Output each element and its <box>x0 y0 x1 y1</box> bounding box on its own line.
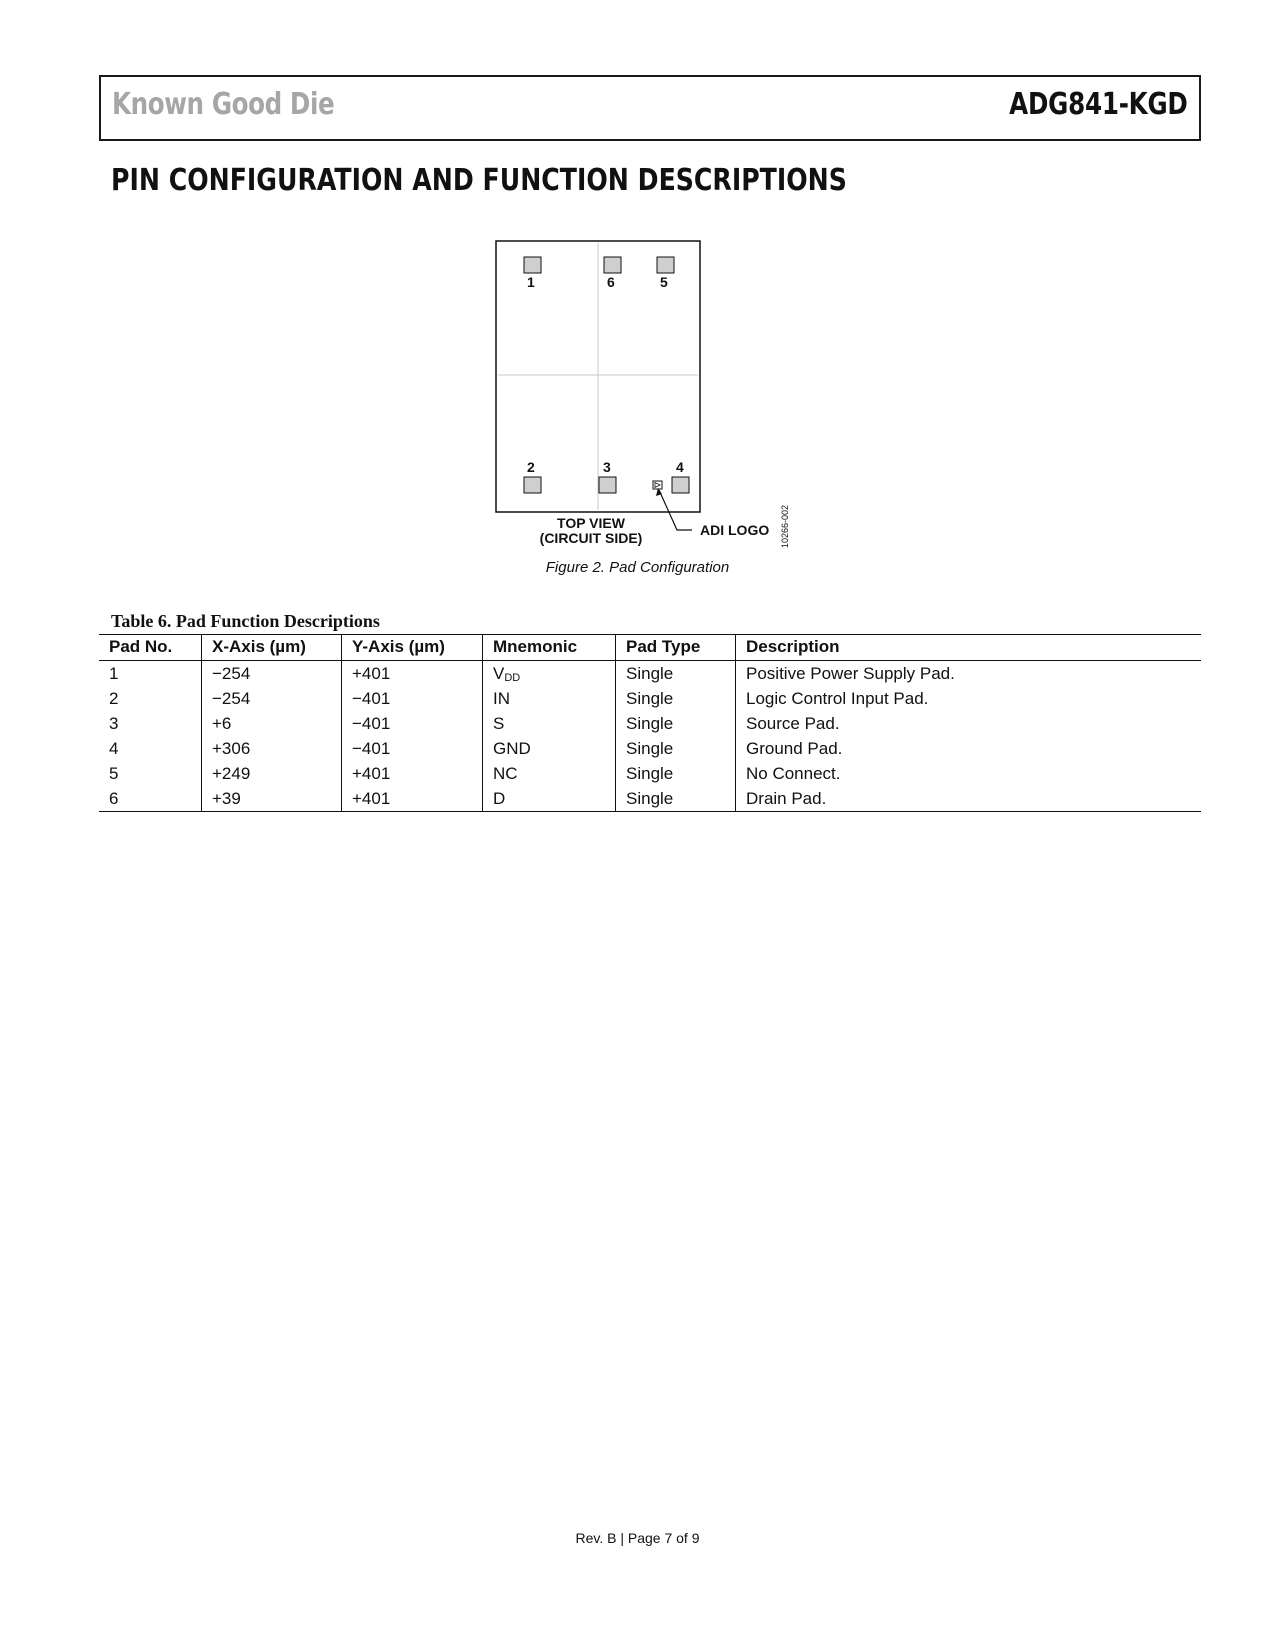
table-row <box>99 761 1201 786</box>
col-header-pad-type: Pad Type <box>616 635 736 661</box>
cell-type: Single <box>616 711 736 736</box>
pad-3 <box>599 477 616 493</box>
header-part-number: ADG841-KGD <box>1009 87 1188 122</box>
cell-mnemonic: D <box>483 786 616 812</box>
col-header-description: Description <box>736 635 1202 661</box>
table-row <box>99 661 1201 687</box>
pad-label-2: 2 <box>527 459 535 475</box>
top-view-label <box>536 516 646 546</box>
cell-description: Source Pad. <box>736 711 1202 736</box>
cell-description: Drain Pad. <box>736 786 1202 812</box>
cell-y: −401 <box>342 686 483 711</box>
pad-6 <box>604 257 621 273</box>
cell-type: Single <box>616 761 736 786</box>
cell-x: +249 <box>202 761 342 786</box>
cell-pad: 2 <box>109 688 119 708</box>
pad-1 <box>524 257 541 273</box>
table-row <box>99 686 1201 711</box>
top-view-line1: TOP VIEW <box>557 515 625 531</box>
cell-type: Single <box>616 661 736 687</box>
table-header-row <box>99 635 1201 661</box>
cell-pad: 4 <box>109 738 119 758</box>
cell-x: +306 <box>202 736 342 761</box>
pad-label-5: 5 <box>660 274 668 290</box>
cell-y: +401 <box>342 661 483 687</box>
cell-pad: 1 <box>109 663 119 683</box>
cell-y: +401 <box>342 761 483 786</box>
cell-pad: 3 <box>109 713 119 733</box>
cell-pad: 6 <box>99 786 202 812</box>
col-header-pad-no: Pad No. <box>99 635 202 661</box>
col-header-y-axis: Y-Axis (µm) <box>342 635 483 661</box>
cell-mnemonic: IN <box>483 686 616 711</box>
cell-type: Single <box>616 736 736 761</box>
cell-mnemonic: NC <box>483 761 616 786</box>
table-row <box>99 786 1201 812</box>
cell-x: +6 <box>202 711 342 736</box>
page-footer <box>0 1530 1275 1546</box>
header-doc-type: Known Good Die <box>112 87 335 122</box>
col-header-x-axis: X-Axis (µm) <box>202 635 342 661</box>
cell-x: −254 <box>202 661 342 687</box>
mnemonic-subscript: DD <box>504 671 521 684</box>
pad-function-table <box>99 634 1201 812</box>
cell-mnemonic: S <box>483 711 616 736</box>
cell-x: +39 <box>202 786 342 812</box>
cell-description: Logic Control Input Pad. <box>736 686 1202 711</box>
cell-description: No Connect. <box>736 761 1202 786</box>
figure-code: 10266-002 <box>780 504 790 548</box>
pad-label-6: 6 <box>607 274 615 290</box>
pad-5 <box>657 257 674 273</box>
col-header-mnemonic: Mnemonic <box>483 635 616 661</box>
section-title: PIN CONFIGURATION AND FUNCTION DESCRIPTIONS <box>111 163 847 198</box>
pad-configuration-figure <box>0 0 1275 600</box>
cell-y: −401 <box>342 711 483 736</box>
pad-label-4: 4 <box>676 459 684 475</box>
pad-label-1: 1 <box>527 274 535 290</box>
cell-description: Positive Power Supply Pad. <box>736 661 1202 687</box>
cell-type: Single <box>616 786 736 812</box>
pad-label-3: 3 <box>603 459 611 475</box>
table-row <box>99 711 1201 736</box>
cell-x: −254 <box>202 686 342 711</box>
die-diagram <box>0 0 1275 600</box>
pad-4 <box>672 477 689 493</box>
mnemonic-main: V <box>493 663 505 683</box>
cell-mnemonic: GND <box>483 736 616 761</box>
table-title: Table 6. Pad Function Descriptions <box>111 611 380 631</box>
cell-y: +401 <box>342 786 483 812</box>
cell-mnemonic <box>483 661 616 687</box>
cell-pad: 5 <box>109 763 119 783</box>
footer-revision: Rev. B <box>575 1530 617 1546</box>
adi-logo-label: ADI LOGO <box>700 522 770 538</box>
cell-type: Single <box>616 686 736 711</box>
cell-description: Ground Pad. <box>736 736 1202 761</box>
top-view-line2: (CIRCUIT SIDE) <box>539 530 643 546</box>
logo-leader-line <box>659 490 692 530</box>
footer-page-number: | Page 7 of 9 <box>620 1530 700 1546</box>
cell-y: −401 <box>342 736 483 761</box>
table-row <box>99 736 1201 761</box>
pad-2 <box>524 477 541 493</box>
figure-caption: Figure 2. Pad Configuration <box>545 559 730 576</box>
